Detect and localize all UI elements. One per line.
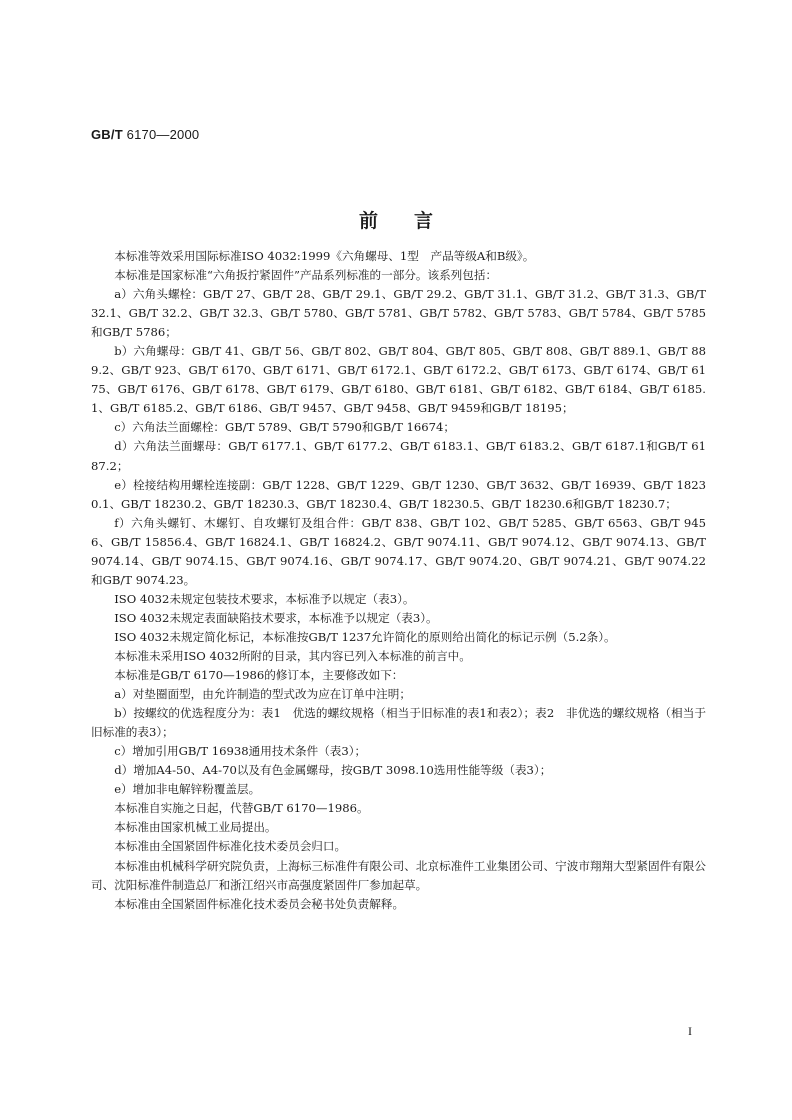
foreword-body xyxy=(91,247,706,914)
list-item: f）六角头螺钉、木螺钉、自攻螺钉及组合件：GB/T 838、GB/T 102、GB/T 5285、GB/T 6563、GB/T 9456、GB/T 15856.4、GB/T 16824.1、GB/T 16824.2、GB/T 9074.11、GB/T 9074.12、GB/T 9074.13、GB/T 9074.14、GB/T 9074.15、GB/T 9074.16、GB/T 9074.17、GB/T 9074.20、GB/T 9074.21、GB/T 9074.22和GB/T 9074.23。 xyxy=(91,515,706,587)
document-code-number: 6170—2000 xyxy=(126,127,200,142)
paragraph: ISO 4032未规定简化标记，本标准按GB/T 1237允许简化的原则给出简化的标记示例（5.2条）。 xyxy=(114,629,616,644)
paragraph: ISO 4032未规定包装技术要求，本标准予以规定（表3）。 xyxy=(114,591,415,606)
paragraph: 本标准等效采用国际标准ISO 4032:1999《六角螺母、1型 产品等级A和B级》。 xyxy=(114,249,535,263)
list-item: c）增加引用GB/T 16938通用技术条件（表3）； xyxy=(114,744,367,759)
document-code-prefix: GB/T xyxy=(91,127,123,142)
list-item: e）栓接结构用螺栓连接副：GB/T 1228、GB/T 1229、GB/T 1230、GB/T 3632、GB/T 16939、GB/T 18230.1、GB/T 18230.2、GB/T 18230.3、GB/T 18230.4、GB/T 18230.5、GB/T 18230.6和GB/T 18230.7； xyxy=(91,477,706,511)
paragraph: 本标准由全国紧固件标准化技术委员会秘书处负责解释。 xyxy=(114,896,405,911)
paragraph: 本标准由国家机械工业局提出。 xyxy=(114,820,277,835)
document-code xyxy=(91,127,199,142)
paragraph: ISO 4032未规定表面缺陷技术要求，本标准予以规定（表3）。 xyxy=(114,610,438,625)
paragraph: 本标准是GB/T 6170—1986的修订本，主要修改如下： xyxy=(114,668,404,683)
list-item: a）六角头螺栓：GB/T 27、GB/T 28、GB/T 29.1、GB/T 29.2、GB/T 31.1、GB/T 31.2、GB/T 31.3、GB/T 32.1、GB/T 32.2、GB/T 32.3、GB/T 5780、GB/T 5781、GB/T 5782、GB/T 5783、GB/T 5784、GB/T 5785和GB/T 5786； xyxy=(91,287,706,340)
paragraph: 本标准由机械科学研究院负责，上海标三标准件有限公司、北京标准件工业集团公司、宁波市翔翔大型紧固件有限公司、沈阳标准件制造总厂和浙江绍兴市高强度紧固件厂参加起草。 xyxy=(91,858,706,892)
list-item: e）增加非电解锌粉覆盖层。 xyxy=(114,782,261,797)
list-item: b）按螺纹的优选程度分为：表1 优选的螺纹规格（相当于旧标准的表1和表2）；表2 非优选的螺纹规格（相当于旧标准的表3）； xyxy=(91,706,706,740)
list-item: a）对垫圈面型，由允许制造的型式改为应在订单中注明； xyxy=(114,687,411,702)
list-item: d）增加A4-50、A4-70以及有色金属螺母，按GB/T 3098.10选用性能等级（表3）； xyxy=(114,763,552,778)
paragraph: 本标准未采用ISO 4032所附的目录，其内容已列入本标准的前言中。 xyxy=(114,648,471,663)
list-item: d）六角法兰面螺母：GB/T 6177.1、GB/T 6177.2、GB/T 6183.1、GB/T 6183.2、GB/T 6187.1和GB/T 6187.2； xyxy=(91,439,706,473)
paragraph: 本标准自实施之日起，代替GB/T 6170—1986。 xyxy=(114,801,369,816)
list-item: b）六角螺母：GB/T 41、GB/T 56、GB/T 802、GB/T 804、GB/T 805、GB/T 808、GB/T 889.1、GB/T 889.2、GB/T 923、GB/T 6170、GB/T 6171、GB/T 6172.1、GB/T 6172.2、GB/T 6173、GB/T 6174、GB/T 6175、GB/T 6176、GB/T 6178、GB/T 6179、GB/T 6180、GB/T 6181、GB/T 6182、GB/T 6184、GB/T 6185.1、GB/T 6185.2、GB/T 6186、GB/T 9457、GB/T 9458、GB/T 9459和GB/T 18195； xyxy=(91,344,706,416)
paragraph: 本标准是国家标准“六角扳拧紧固件”产品系列标准的一部分。该系列包括： xyxy=(114,268,498,283)
list-item: c）六角法兰面螺栓：GB/T 5789、GB/T 5790和GB/T 16674； xyxy=(114,420,456,435)
page-number: I xyxy=(688,1024,692,1038)
page-title: 前言 xyxy=(358,210,469,232)
paragraph: 本标准由全国紧固件标准化技术委员会归口。 xyxy=(114,839,347,854)
